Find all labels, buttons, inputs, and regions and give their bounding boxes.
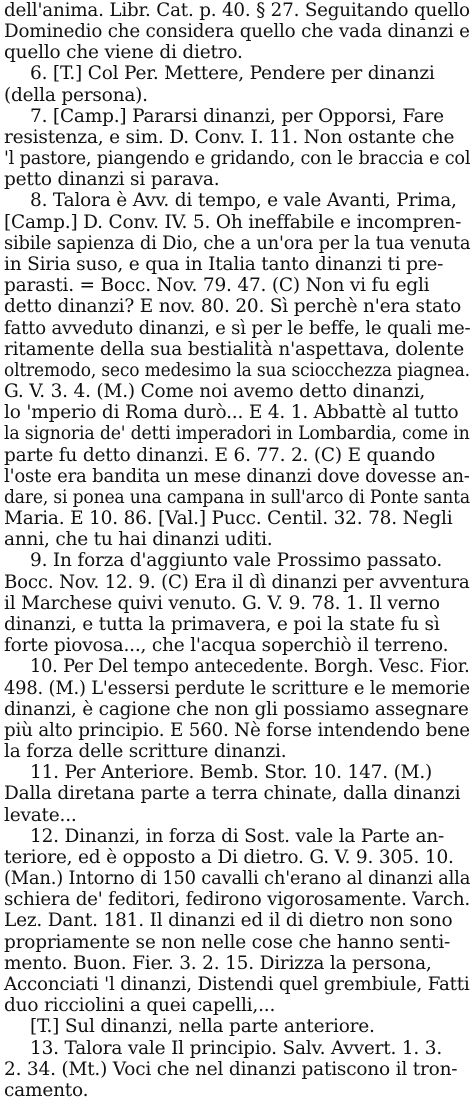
text-line: resistenza, e sim. D. Conv. I. 11. Non ostante che	[4, 127, 455, 148]
text-line: dinanzi, è cagione che non gli possiamo assegnare	[4, 699, 469, 720]
text-line: oltremodo, seco medesimo la sua sciocchezza piagnea.	[4, 360, 470, 381]
text-line: schiera de' feditori, fedirono vigorosamente. Varch.	[4, 889, 470, 910]
text-line: 6. [T.] Col Per. Mettere, Pendere per dinanzi	[30, 63, 435, 84]
text-line: Dominedio che considera quello che vada dinanzi e	[4, 21, 470, 42]
text-line: fatto avveduto dinanzi, e sì per le beffe, le quali me-	[4, 318, 471, 339]
text-line: mento. Buon. Fier. 3. 2. 15. Dirizza la persona,	[4, 953, 432, 974]
text-line: in Siria suso, e qua in Italia tanto dinanzi ti pre-	[4, 254, 444, 275]
text-line: (Man.) Intorno di 150 cavalli ch'erano al dinanzi alla	[4, 868, 471, 889]
text-line: 11. Per Anteriore. Bemb. Stor. 10. 147. (M.)	[30, 762, 433, 783]
text-line: camento.	[4, 1080, 89, 1101]
text-line: teriore, ed è opposto a Di dietro. G. V. 9. 305. 10.	[4, 847, 454, 868]
text-line: petto dinanzi si parava.	[4, 169, 220, 190]
text-line: dinanzi, e tutta la primavera, e poi la state fu sì	[4, 614, 440, 635]
text-line: detto dinanzi? E nov. 80. 20. Sì perchè n'era stato	[4, 296, 462, 317]
text-line: 8. Talora è Avv. di tempo, e vale Avanti, Prima,	[30, 190, 457, 211]
text-line: propriamente se non nelle cose che hanno senti-	[4, 932, 451, 953]
text-line: Acconciati 'l dinanzi, Distendi quel grembiule, Fatti	[4, 974, 470, 995]
text-line: lo 'mperio di Roma durò... E 4. 1. Abbattè al tutto	[4, 402, 459, 423]
text-line: 'l pastore, piangendo e gridando, con le braccia e col	[4, 148, 471, 169]
text-line: 498. (M.) L'essersi perdute le scritture e le memorie	[4, 678, 470, 699]
text-line: dell'anima. Libr. Cat. p. 40. § 27. Seguitando quello	[4, 0, 470, 21]
text-line: levate...	[4, 805, 77, 826]
text-line: Lez. Dant. 181. Il dinanzi ed il di dietro non sono	[4, 910, 453, 931]
text-line: anni, che tu hai dinanzi uditi.	[4, 529, 273, 550]
text-line: 7. [Camp.] Pararsi dinanzi, per Opporsi, Fare	[30, 106, 444, 127]
text-line: [Camp.] D. Conv. IV. 5. Oh ineffabile e incompren-	[4, 212, 462, 233]
text-line: G. V. 3. 4. (M.) Come noi avemo detto dinanzi,	[4, 381, 426, 402]
text-line: 12. Dinanzi, in forza di Sost. vale la Parte an-	[30, 826, 445, 847]
text-line: forte piovosa..., che l'acqua soperchiò il terreno.	[4, 635, 449, 656]
text-line: la forza delle scritture dinanzi.	[4, 741, 287, 762]
text-line: Bocc. Nov. 12. 9. (C) Era il dì dinanzi per avventura	[4, 572, 470, 593]
text-line: Dalla diretana parte a terra chinate, dalla dinanzi	[4, 783, 461, 804]
text-line: (della persona).	[4, 85, 148, 106]
text-line: ritamente della sua bestialità n'aspettava, dolente	[4, 339, 464, 360]
text-line: Maria. E 10. 86. [Val.] Pucc. Centil. 32. 78. Negli	[4, 508, 453, 529]
text-line: il Marchese quivi venuto. G. V. 9. 78. 1. Il verno	[4, 593, 440, 614]
text-line: sibile sapienza di Dio, che a un'ora per la tua venuta	[4, 233, 471, 254]
text-line: 9. In forza d'aggiunto vale Prossimo passato.	[30, 550, 443, 571]
text-line: 10. Per Del tempo antecedente. Borgh. Vesc. Fior.	[30, 656, 470, 677]
text-line: l'oste era bandita un mese dinanzi dove dovesse an-	[4, 466, 470, 487]
text-line: parte fu detto dinanzi. E 6. 77. 2. (C) E quando	[4, 445, 436, 466]
text-line: 2. 34. (Mt.) Voci che nel dinanzi patiscono il tron-	[4, 1059, 458, 1080]
text-line: parasti. = Bocc. Nov. 79. 47. (C) Non vi fu egli	[4, 275, 430, 296]
text-line: duo ricciolini a quei capelli,...	[4, 995, 276, 1016]
text-line: 13. Talora vale Il principio. Salv. Avvert. 1. 3.	[30, 1038, 443, 1059]
text-line: la signoria de' detti imperadori in Lombardia, come in	[4, 423, 470, 444]
text-line: [T.] Sul dinanzi, nella parte anteriore.	[30, 1016, 375, 1037]
text-line: più alto principio. E 560. Nè forse intendendo bene	[4, 720, 470, 741]
text-line: dare, si ponea una campana in sull'arco di Ponte santa	[4, 487, 470, 508]
text-line: quello che viene di dietro.	[4, 42, 243, 63]
